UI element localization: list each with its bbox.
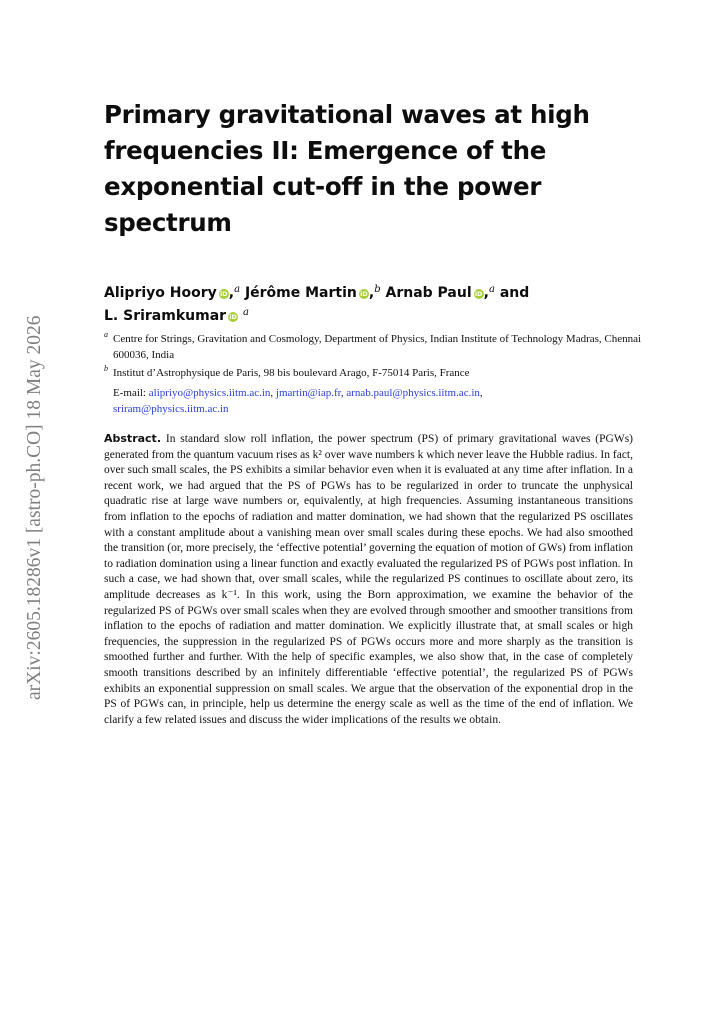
abstract-text: In standard slow roll inflation, the power spectrum (PS) of primary gravitational waves (PGWs) generated from the quantum vacuum rises as k² over wave numbers k which never leave the Hubble radius. In fact, over such small scales, the PS exhibits a similar behavior even when it is evaluated at any time after inflation. In a recent work, we had argued that the PS of PGWs has to be regularized in order to truncate the unphysical quadratic rise at large wave numbers or, equivalently, at high frequencies. Assuming instantaneous transitions from inflation to the epochs of radiation and matter domination, we had shown that the regularized PS oscillates with a constant amplitude about a vanishing mean over small scales during these epochs. We had also smoothed the transition (or, more precisely, the ‘effective potential’ governing the equation of motion of GWs) from inflation to radiation domination using a linear function and exactly evaluated the regularized PS of PGWs post inflation. In such a case, we had shown that, over small scales, while the regularized PS continues to oscillate about zero, its amplitude decreases as k⁻¹. In this work, using the Born approximation, we examine the behavior of the regularized PS of PGWs over small scales when they are evolved through smoother and smoother transitions from inflation to the epochs of radiation and matter domination. We explicitly illustrate that, at small scales or high frequencies, the suppression in the regularized PS of PGWs occurs more and more sharply as the transition is smoothed further and further. With the help of specific examples, we also show that, in the case of completely smooth transitions described by an infinitely differentiable ‘effective potential’, the regularized PS of PGWs exhibits an exponential suppression on small scales. We argue that the observation of the exponential drop in the PS of PGWs can, in principle, help us determine the energy scale as well as the time of the end of inflation. We clarify a few related issues and discuss the wider implications of the results we obtain. [104,433,633,726]
author-list [104,280,624,326]
author-line-1: Alipriyo Hoory iD,$^a$ Jérôme Martin iD,$^b$ Arnab Paul iD,$^a$ and [104,284,530,301]
orcid-icon[interactable]: iD [219,290,228,298]
affiliation-mark: b [104,364,108,373]
email-link[interactable]: sriram@physics.iitm.ac.in [113,403,229,415]
affiliation-item [104,331,644,363]
arxiv-sidebar [22,262,48,700]
affiliation-mark: a [234,284,241,295]
email-link[interactable]: arnab.paul@physics.iitm.ac.in [346,387,480,399]
author-separator: and [499,285,530,301]
author-name: Jérôme Martin [244,285,357,301]
affiliation-text: Centre for Strings, Gravitation and Cosmology, Department of Physics, Indian Institute of Technology Madras, Chennai 600036, India [113,333,642,361]
email-link[interactable]: alipriyo@physics.iitm.ac.in [148,387,271,399]
affiliation-text: Institut d’Astrophysique de Paris, 98 bis boulevard Arago, F-75014 Paris, France [113,367,470,379]
affiliation-mark: a [104,330,108,339]
author-separator: , [228,285,235,301]
abstract [104,431,633,728]
affiliation-mark: a [242,307,249,318]
orcid-icon[interactable]: iD [474,290,483,298]
author-separator: , [368,285,375,301]
author-name: Arnab Paul [385,285,472,301]
email-link[interactable]: jmartin@iap.fr [275,387,341,399]
author-line-2 [104,303,624,326]
affiliation-mark: b [374,284,381,295]
author-name: Alipriyo Hoory [104,285,217,301]
affiliation-mark: a [488,284,495,295]
orcid-icon[interactable]: iD [229,313,237,321]
arxiv-identifier: arXiv:2605.18286v1 [astro-ph.CO] 18 May 2026 [24,315,45,700]
abstract-label: Abstract. [104,432,161,445]
author-name: L. Sriramkumar [104,308,227,324]
email-block: E-mail: alipriyo@physics.iitm.ac.in, jmartin@iap.fr, arnab.paul@physics.iitm.ac.in, sriram@physics.iitm.ac.in [113,387,483,415]
orcid-icon[interactable]: iD [360,290,368,298]
email-label: E-mail: [113,387,146,399]
affiliations [104,331,644,417]
paper-title: Primary gravitational waves at high frequencies II: Emergence of the exponential cut-off in the power spectrum [104,100,590,237]
affiliation-item [104,365,644,381]
